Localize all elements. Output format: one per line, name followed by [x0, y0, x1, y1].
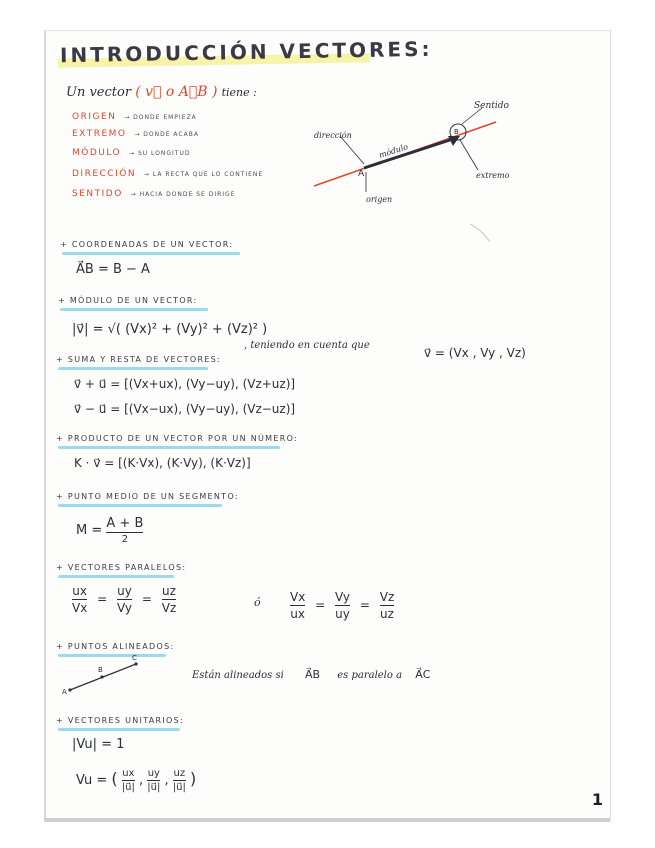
label-point-a: A: [358, 169, 365, 179]
heading-underline: [58, 575, 174, 578]
page-bottom-edge: [44, 818, 610, 822]
point-b-dot: [100, 675, 103, 678]
pencil-mark: [470, 224, 490, 242]
formula-unitario: Vu = ( $\frac{ux}{|u⃗|}$ , $\frac{uy}{|u⃗|}$ , $\frac{uz}{|u⃗|}$ ): [76, 768, 197, 793]
formula-producto: K · v⃗ = [(K·Vx), (K·Vy), (K·Vz)]: [74, 456, 251, 470]
section-heading-punto-medio: + PUNTO MEDIO DE UN SEGMENTO:: [56, 492, 239, 501]
definition-term: DIRECCIÓN: [72, 169, 137, 179]
heading-underline: [58, 367, 208, 370]
direccion-pointer: [340, 136, 364, 164]
label-c: C: [132, 654, 137, 662]
definition-desc: HACIA DONDE SE DIRIGE: [139, 191, 236, 198]
definition-item: MÓDULO → SU LONGITUD: [72, 148, 191, 158]
formula-unitario-modulo: |Vu| = 1: [72, 737, 125, 752]
heading-underline: [58, 728, 180, 731]
modulo-note: , teniendo en cuenta que: [244, 340, 370, 351]
extremo-pointer: [460, 140, 478, 170]
definition-item: EXTREMO → DONDE ACABA: [72, 129, 199, 139]
label-direccion: dirección: [314, 131, 352, 140]
section-heading-suma: + SUMA Y RESTA DE VECTORES:: [56, 355, 222, 364]
definition-desc: DONDE EMPIEZA: [133, 114, 197, 121]
formula-punto-medio: M = $\frac{A + B}{2}$: [76, 516, 144, 545]
label-a: A: [62, 688, 67, 696]
formula-coordenadas: A⃗B = B − A: [76, 262, 150, 277]
label-point-b: B: [454, 128, 459, 136]
point-a-dot: [68, 688, 71, 691]
definition-item: ORIGEN → DONDE EMPIEZA: [72, 112, 197, 122]
section-heading-producto: + PRODUCTO DE UN VECTOR POR UN NÚMERO:: [56, 434, 299, 443]
heading-underline: [62, 252, 240, 255]
definition-item: DIRECCIÓN → LA RECTA QUE LO CONTIENE: [72, 169, 264, 179]
section-heading-alineados: + PUNTOS ALINEADOS:: [56, 642, 175, 651]
definition-item: SENTIDO → HACIA DONDE SE DIRIGE: [72, 189, 236, 199]
formula-resta: v⃗ − u⃗ = [(Vx−ux), (Vy−uy), (Vz−uz)]: [74, 402, 296, 416]
intro-line: [66, 84, 257, 100]
intro-prefix: Un vector: [66, 85, 132, 100]
label-extremo: extremo: [476, 171, 510, 180]
intro-suffix: tiene :: [221, 86, 257, 99]
intro-paren: ( v⃗ o A⃗B ): [135, 84, 218, 100]
definition-term: ORIGEN: [72, 112, 117, 122]
vector-diagram: [300, 96, 530, 246]
formula-paralelos-1: $\frac{ux}{Vx}$ = $\frac{uy}{Vy}$ = $\frac{uz}{Vz}$: [72, 584, 177, 615]
definition-desc: LA RECTA QUE LO CONTIENE: [152, 171, 264, 178]
definition-term: EXTREMO: [72, 129, 127, 139]
section-heading-modulo: + MÓDULO DE UN VECTOR:: [58, 296, 198, 305]
formula-modulo: |v⃗| = √( (Vx)² + (Vy)² + (Vz)² ): [72, 322, 268, 337]
paralelos-or: ó: [254, 596, 261, 609]
alineados-statement: Están alineados si A⃗B es paralelo a A⃗C: [192, 668, 431, 681]
definition-desc: SU LONGITUD: [137, 150, 191, 157]
section-heading-paralelos: + VECTORES PARALELOS:: [56, 563, 187, 572]
definition-term: MÓDULO: [72, 148, 122, 158]
point-c-dot: [134, 662, 137, 665]
label-sentido: Sentido: [474, 101, 509, 111]
label-origen: origen: [366, 195, 393, 204]
page-title: INTRODUCCIÓN VECTORES:: [59, 36, 433, 68]
label-b: B: [98, 666, 103, 674]
definition-desc: DONDE ACABA: [143, 131, 199, 138]
page-number: 1: [591, 790, 603, 809]
heading-underline: [58, 446, 280, 449]
heading-underline: [58, 504, 222, 507]
definition-term: SENTIDO: [72, 189, 123, 199]
label-modulo: módulo: [377, 142, 410, 160]
section-heading-unitarios: + VECTORES UNITARIOS:: [56, 716, 185, 725]
formula-suma: v⃗ + u⃗ = [(Vx+ux), (Vy−uy), (Vz+uz)]: [74, 377, 296, 391]
alineados-diagram: [60, 652, 150, 698]
modulo-vector: v⃗ = (Vx , Vy , Vz): [424, 346, 526, 360]
formula-paralelos-2: $\frac{Vx}{ux}$ = $\frac{Vy}{uy}$ = $\frac{Vz}{uz}$: [290, 590, 395, 621]
section-heading-coordenadas: + COORDENADAS DE UN VECTOR:: [60, 240, 234, 249]
heading-underline: [60, 308, 208, 311]
